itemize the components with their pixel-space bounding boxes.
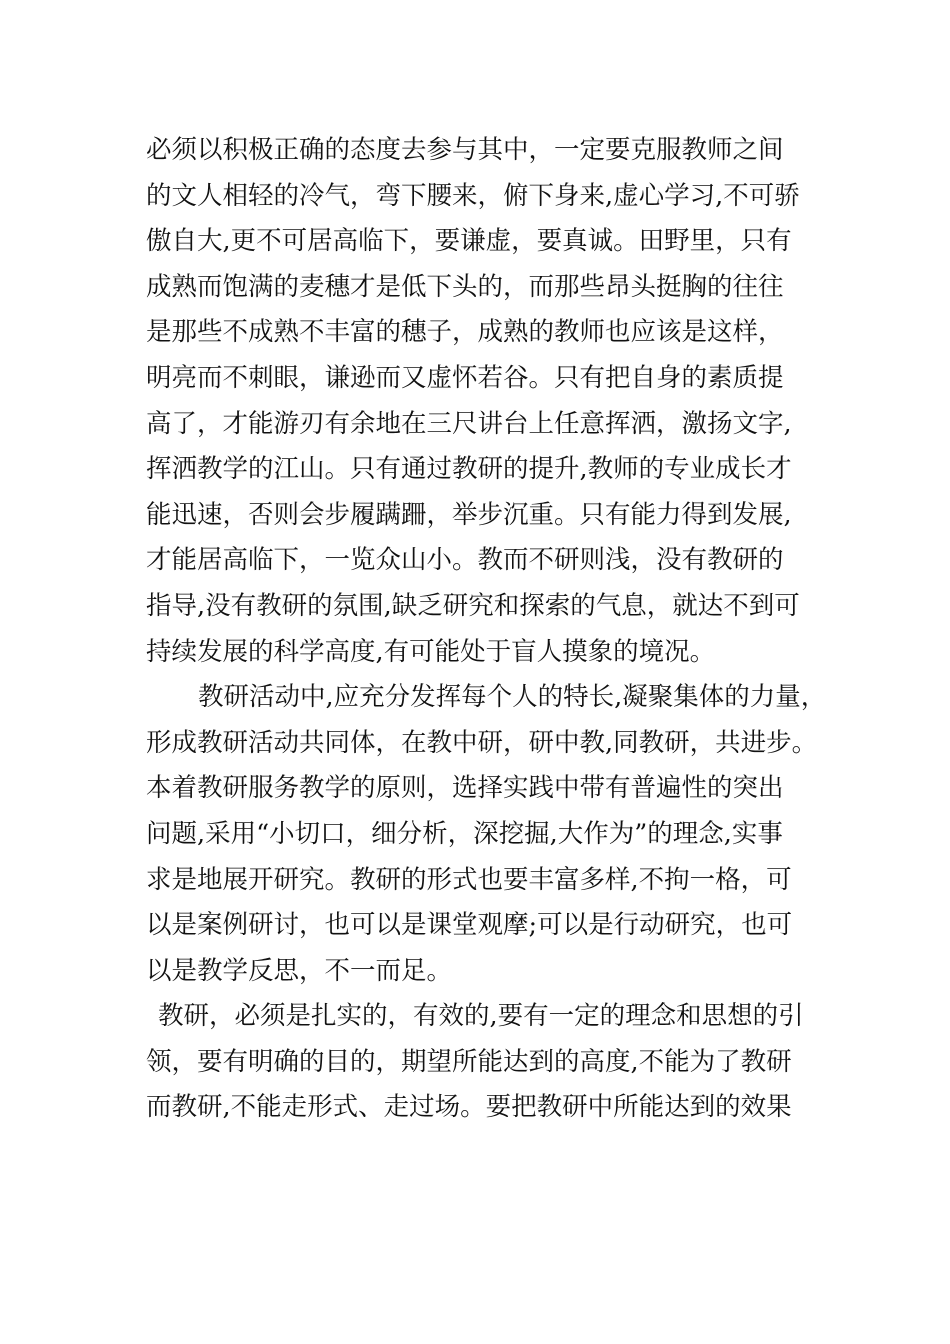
text-line: 成熟而饱满的麦穗才是低下头的，而那些昂头挺胸的往往 xyxy=(146,271,784,302)
text-line: 问题,采用“小切口，细分析，深挖掘,大作为”的理念,实事 xyxy=(146,818,783,849)
text-line: 是那些不成熟不丰富的穗子，成熟的教师也应该是这样， xyxy=(146,317,784,348)
text-line: 傲自大,更不可居高临下，要谦虚，要真诚。田野里，只有 xyxy=(146,226,792,257)
text-line: 的文人相轻的冷气，弯下腰来，俯下身来,虚心学习,不可骄 xyxy=(146,180,800,211)
paragraph-start-line: 教研活动中,应充分发挥每个人的特长,凝聚集体的力量， xyxy=(198,682,827,713)
text-line: 必须以积极正确的态度去参与其中，一定要克服教师之间 xyxy=(146,135,784,165)
text-line: 持续发展的科学高度,有可能处于盲人摸象的境况。 xyxy=(146,636,716,667)
text-line: 本着教研服务教学的原则，选择实践中带有普遍性的突出 xyxy=(146,773,784,804)
text-line: 而教研,不能走形式、走过场。要把教研中所能达到的效果 xyxy=(146,1092,792,1123)
text-line: 才能居高临下，一览众山小。教而不研则浅，没有教研的 xyxy=(146,545,784,576)
text-line: 以是案例研讨，也可以是课堂观摩;可以是行动研究，也可 xyxy=(146,910,793,941)
paragraph-start-line: 教研，必须是扎实的，有效的,要有一定的理念和思想的引 xyxy=(158,1001,804,1032)
text-line: 领，要有明确的目的，期望所能达到的高度,不能为了教研 xyxy=(146,1046,792,1077)
text-line: 指导,没有教研的氛围,缺乏研究和探索的气息，就达不到可 xyxy=(146,590,800,621)
text-line: 明亮而不刺眼，谦逊而又虚怀若谷。只有把自身的素质提 xyxy=(146,362,784,393)
text-line: 能迅速，否则会步履蹒跚，举步沉重。只有能力得到发展, xyxy=(146,499,792,530)
text-line: 形成教研活动共同体，在教中研，研中教,同教研，共进步。 xyxy=(146,727,818,758)
text-line: 求是地展开研究。教研的形式也要丰富多样,不拘一格，可 xyxy=(146,864,792,895)
text-line: 挥洒教学的江山。只有通过教研的提升,教师的专业成长才 xyxy=(146,454,792,485)
text-line: 高了，才能游刃有余地在三尺讲台上任意挥洒，激扬文字, xyxy=(146,408,792,439)
text-line: 以是教学反思，不一而足。 xyxy=(146,955,453,986)
body-text xyxy=(146,128,826,1131)
